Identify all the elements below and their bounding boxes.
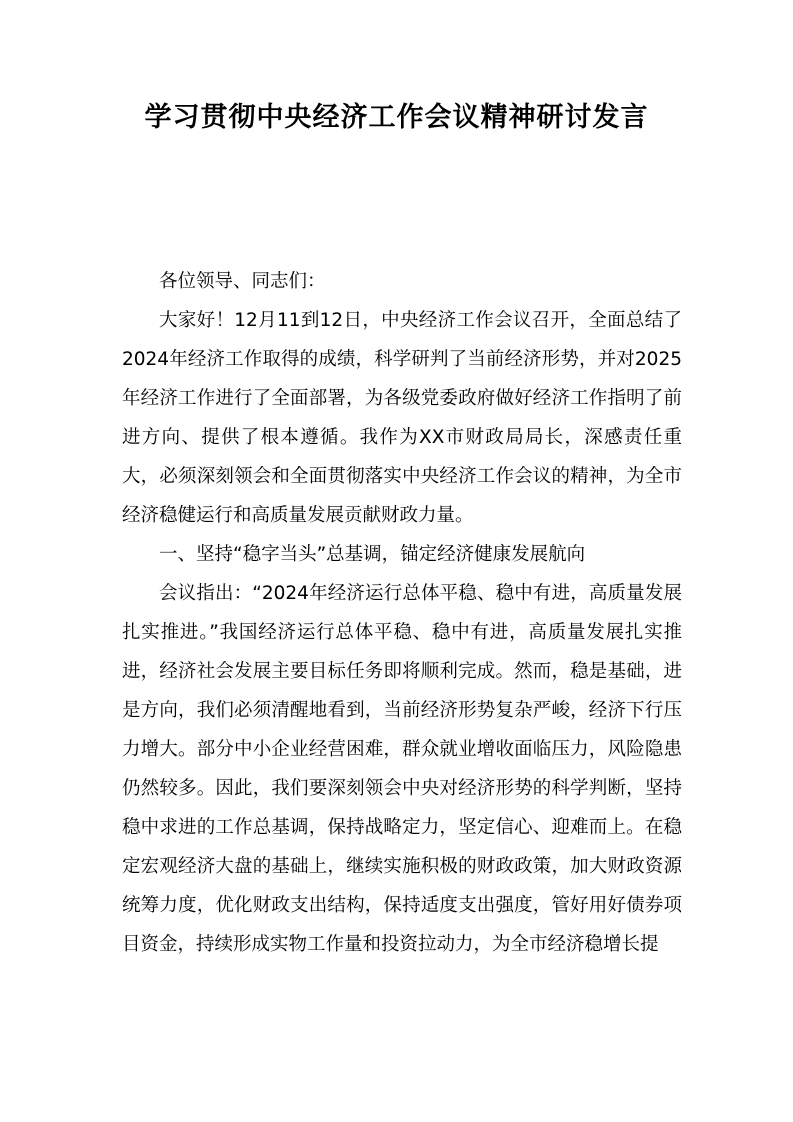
opening-paragraph: 大家好！12月11到12日，中央经济工作会议召开，全面总结了2024年经济工作取得的成绩，科学研判了当前经济形势，并对2025年经济工作进行了全面部署，为各级党委政府做好经济工作指明了前进方向、提供了根本遵循。我作为XX市财政局局长，深感责任重大，必须深刻领会和全面贯彻落实中央经济工作会议的精神，为全市经济稳健运行和高质量发展贡献财政力量。 bbox=[122, 310, 682, 526]
section-1-paragraph: 会议指出：“2024年经济运行总体平稳、稳中有进，高质量发展扎实推进。”我国经济运行总体平稳、稳中有进，高质量发展扎实推进，经济社会发展主要目标任务即将顺利完成。然而，稳是基础，进是方向，我们必须清醒地看到，当前经济形势复杂严峻，经济下行压力增大。部分中小企业经营困难，群众就业增收面临压力，风险隐患仍然较多。因此，我们要深刻领会中央对经济形势的科学判断，坚持稳中求进的工作总基调，保持战略定力，坚定信心、迎难而上。在稳定宏观经济大盘的基础上，继续实施积极的财政政策，加大财政资源统筹力度，优化财政支出结构，保持适度支出强度，管好用好债券项目资金，持续形成实物工作量和投资拉动力，为全市经济稳增长提 bbox=[122, 583, 682, 955]
document-title: 学习贯彻中央经济工作会议精神研讨发言 bbox=[144, 102, 649, 133]
document-body bbox=[122, 262, 682, 964]
section-heading-1: 一、坚持“稳字当头”总基调，锚定经济健康发展航向 bbox=[159, 544, 586, 565]
salutation-paragraph: 各位领导、同志们： bbox=[159, 271, 326, 292]
